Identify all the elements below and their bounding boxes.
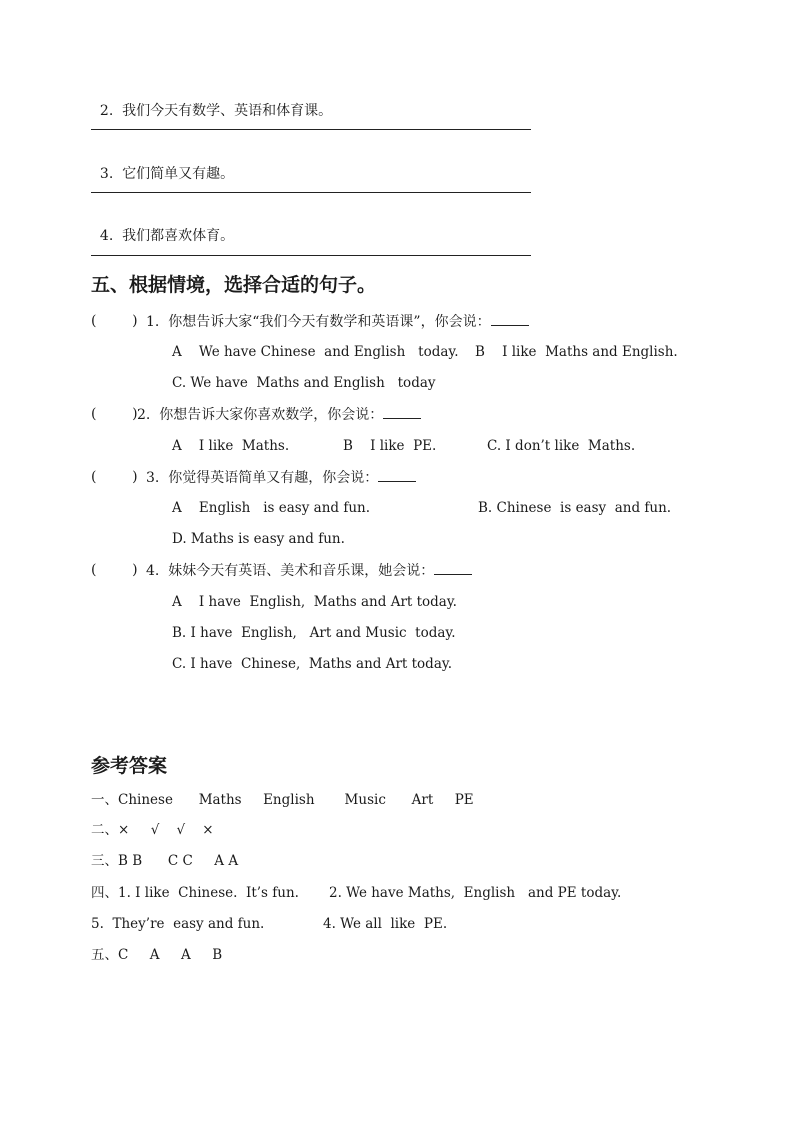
option-a[interactable]: A I like Maths.	[172, 438, 290, 454]
translation-item-4	[91, 206, 234, 246]
answer-paren[interactable]: ( )	[91, 562, 138, 578]
answer-paren[interactable]: ( )	[91, 313, 138, 329]
option-d[interactable]: D. Maths is easy and fun.	[172, 531, 345, 547]
translation-item-3	[91, 144, 234, 184]
item-number: 3.	[99, 166, 114, 182]
answer-line-one: 一、Chinese Maths English Music Art PE	[91, 792, 474, 808]
answer-blank[interactable]	[383, 404, 421, 419]
answer-key-title: 参考答案	[91, 755, 168, 777]
answer-line-four-part3: 5. They’re easy and fun.	[91, 916, 265, 932]
item-number: 2.	[99, 103, 114, 119]
answer-blank[interactable]	[434, 560, 472, 575]
answer-blank[interactable]	[491, 311, 529, 326]
question-stem: 1. 你想告诉大家“我们今天有数学和英语课”，你会说：	[146, 311, 529, 332]
option-b[interactable]: B I like PE.	[343, 438, 437, 454]
option-a[interactable]: A English is easy and fun.	[172, 500, 371, 516]
option-b[interactable]: B I like Maths and English.	[475, 344, 678, 360]
option-b[interactable]: B. Chinese is easy and fun.	[478, 500, 672, 516]
answer-paren[interactable]: ( )	[91, 406, 138, 422]
answer-line-three: 三、B B C C A A	[91, 853, 239, 869]
item-text: 我们都喜欢体育。	[122, 228, 235, 244]
option-c[interactable]: C. I have Chinese, Maths and Art today.	[172, 656, 452, 672]
section-five-title: 五、根据情境，选择合适的句子。	[91, 274, 377, 296]
answer-line[interactable]	[91, 192, 531, 193]
answer-line[interactable]	[91, 129, 531, 130]
option-b[interactable]: B. I have English, Art and Music today.	[172, 625, 456, 641]
answer-line-four-part2: 2. We have Maths, English and PE today.	[329, 885, 622, 901]
question-stem: 2. 你想告诉大家你喜欢数学，你会说：	[137, 404, 421, 425]
answer-blank[interactable]	[378, 467, 416, 482]
option-c[interactable]: C. I don’t like Maths.	[487, 438, 636, 454]
answer-paren[interactable]: ( )	[91, 469, 138, 485]
option-a[interactable]: A I have English, Maths and Art today.	[172, 594, 457, 610]
item-text: 它们简单又有趣。	[122, 166, 235, 182]
question-stem: 3. 你觉得英语简单又有趣，你会说：	[146, 467, 416, 488]
answer-line-five: 五、C A A B	[91, 947, 223, 963]
option-a[interactable]: A We have Chinese and English today.	[172, 344, 459, 360]
answer-line-four-part4: 4. We all like PE.	[323, 916, 448, 932]
answer-line-two: 二、× √ √ ×	[91, 822, 214, 838]
translation-item-2	[91, 81, 332, 121]
option-c[interactable]: C. We have Maths and English today	[172, 375, 436, 391]
question-stem: 4. 妹妹今天有英语、美术和音乐课，她会说：	[146, 560, 472, 581]
answer-line-four-part1: 四、1. I like Chinese. It’s fun.	[91, 885, 299, 901]
answer-line[interactable]	[91, 255, 531, 256]
item-number: 4.	[99, 228, 114, 244]
item-text: 我们今天有数学、英语和体育课。	[122, 103, 333, 119]
